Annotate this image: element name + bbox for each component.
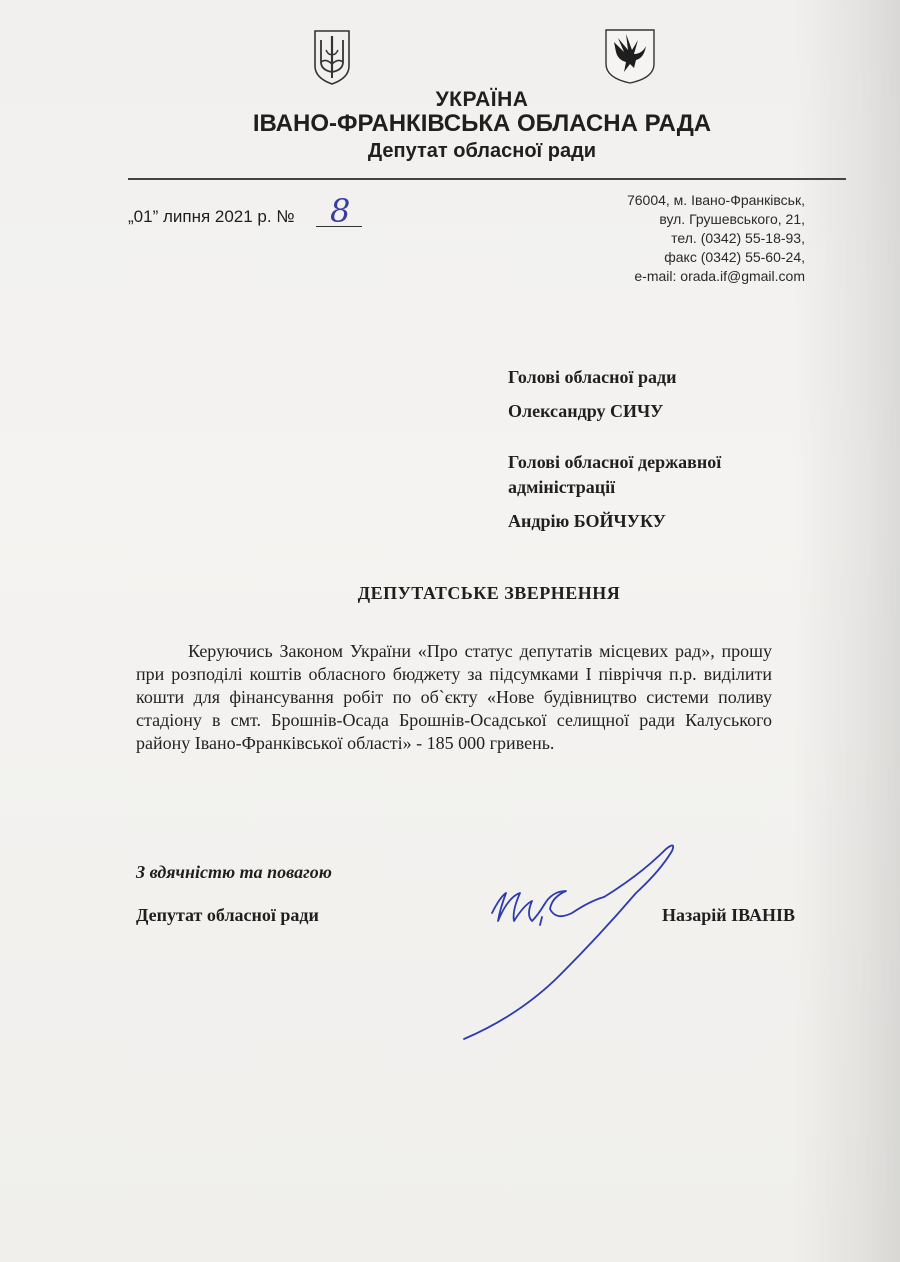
address-line: вул. Грушевського, 21, [659, 211, 805, 227]
fax-line: факс (0342) 55-60-24, [664, 249, 805, 265]
jackdaw-regional-coat-of-arms-icon [604, 28, 656, 84]
recipient-2-name: Андрію БОЙЧУКУ [508, 511, 666, 531]
trident-coat-of-arms-icon [312, 28, 352, 86]
document-title: ДЕПУТАТСЬКЕ ЗВЕРНЕННЯ [357, 583, 621, 603]
recipient-1-name: Олександру СИЧУ [508, 401, 664, 421]
closing-regards: З вдячністю та повагою [136, 862, 332, 882]
document-body [136, 640, 772, 755]
address-line: 76004, м. Івано-Франківськ, [626, 192, 805, 208]
date-and-number-label: „01” липня 2021 р. № [128, 207, 295, 226]
header-country: УКРАЇНА [435, 88, 529, 111]
body-paragraph: Керуючись Законом України «Про статус депутатів місцевих рад», прошу при розподілі коштів обласного бюджету за підсумками І півріччя п.р. виділити кошти для фінансування робіт по об`єкту «Нове будівництво системи поливу стадіону в смт. Брошнів-Осада Брошнів-Осадської селищної ради Калуського району Івано-Франківської області» - 185 000 гривень. [136, 641, 772, 753]
handwritten-signature [440, 835, 700, 1055]
email-line: e-mail: orada.if@gmail.com [634, 268, 805, 284]
header-council-name: ІВАНО-ФРАНКІВСЬКА ОБЛАСНА РАДА [252, 110, 712, 137]
header-position: Депутат обласної ради [367, 140, 597, 162]
header-divider [128, 178, 846, 180]
recipient-2-title-line-1: Голові обласної державної [508, 452, 722, 472]
signer-name: Назарій ІВАНІВ [662, 905, 796, 925]
recipient-1-title: Голові обласної ради [508, 367, 677, 387]
address-block [600, 191, 805, 286]
phone-line: тел. (0342) 55-18-93, [671, 230, 805, 246]
signer-role: Депутат обласної ради [136, 905, 319, 925]
handwritten-number: 8 [330, 192, 351, 230]
recipient-2-title-line-2: адміністрації [508, 477, 616, 497]
